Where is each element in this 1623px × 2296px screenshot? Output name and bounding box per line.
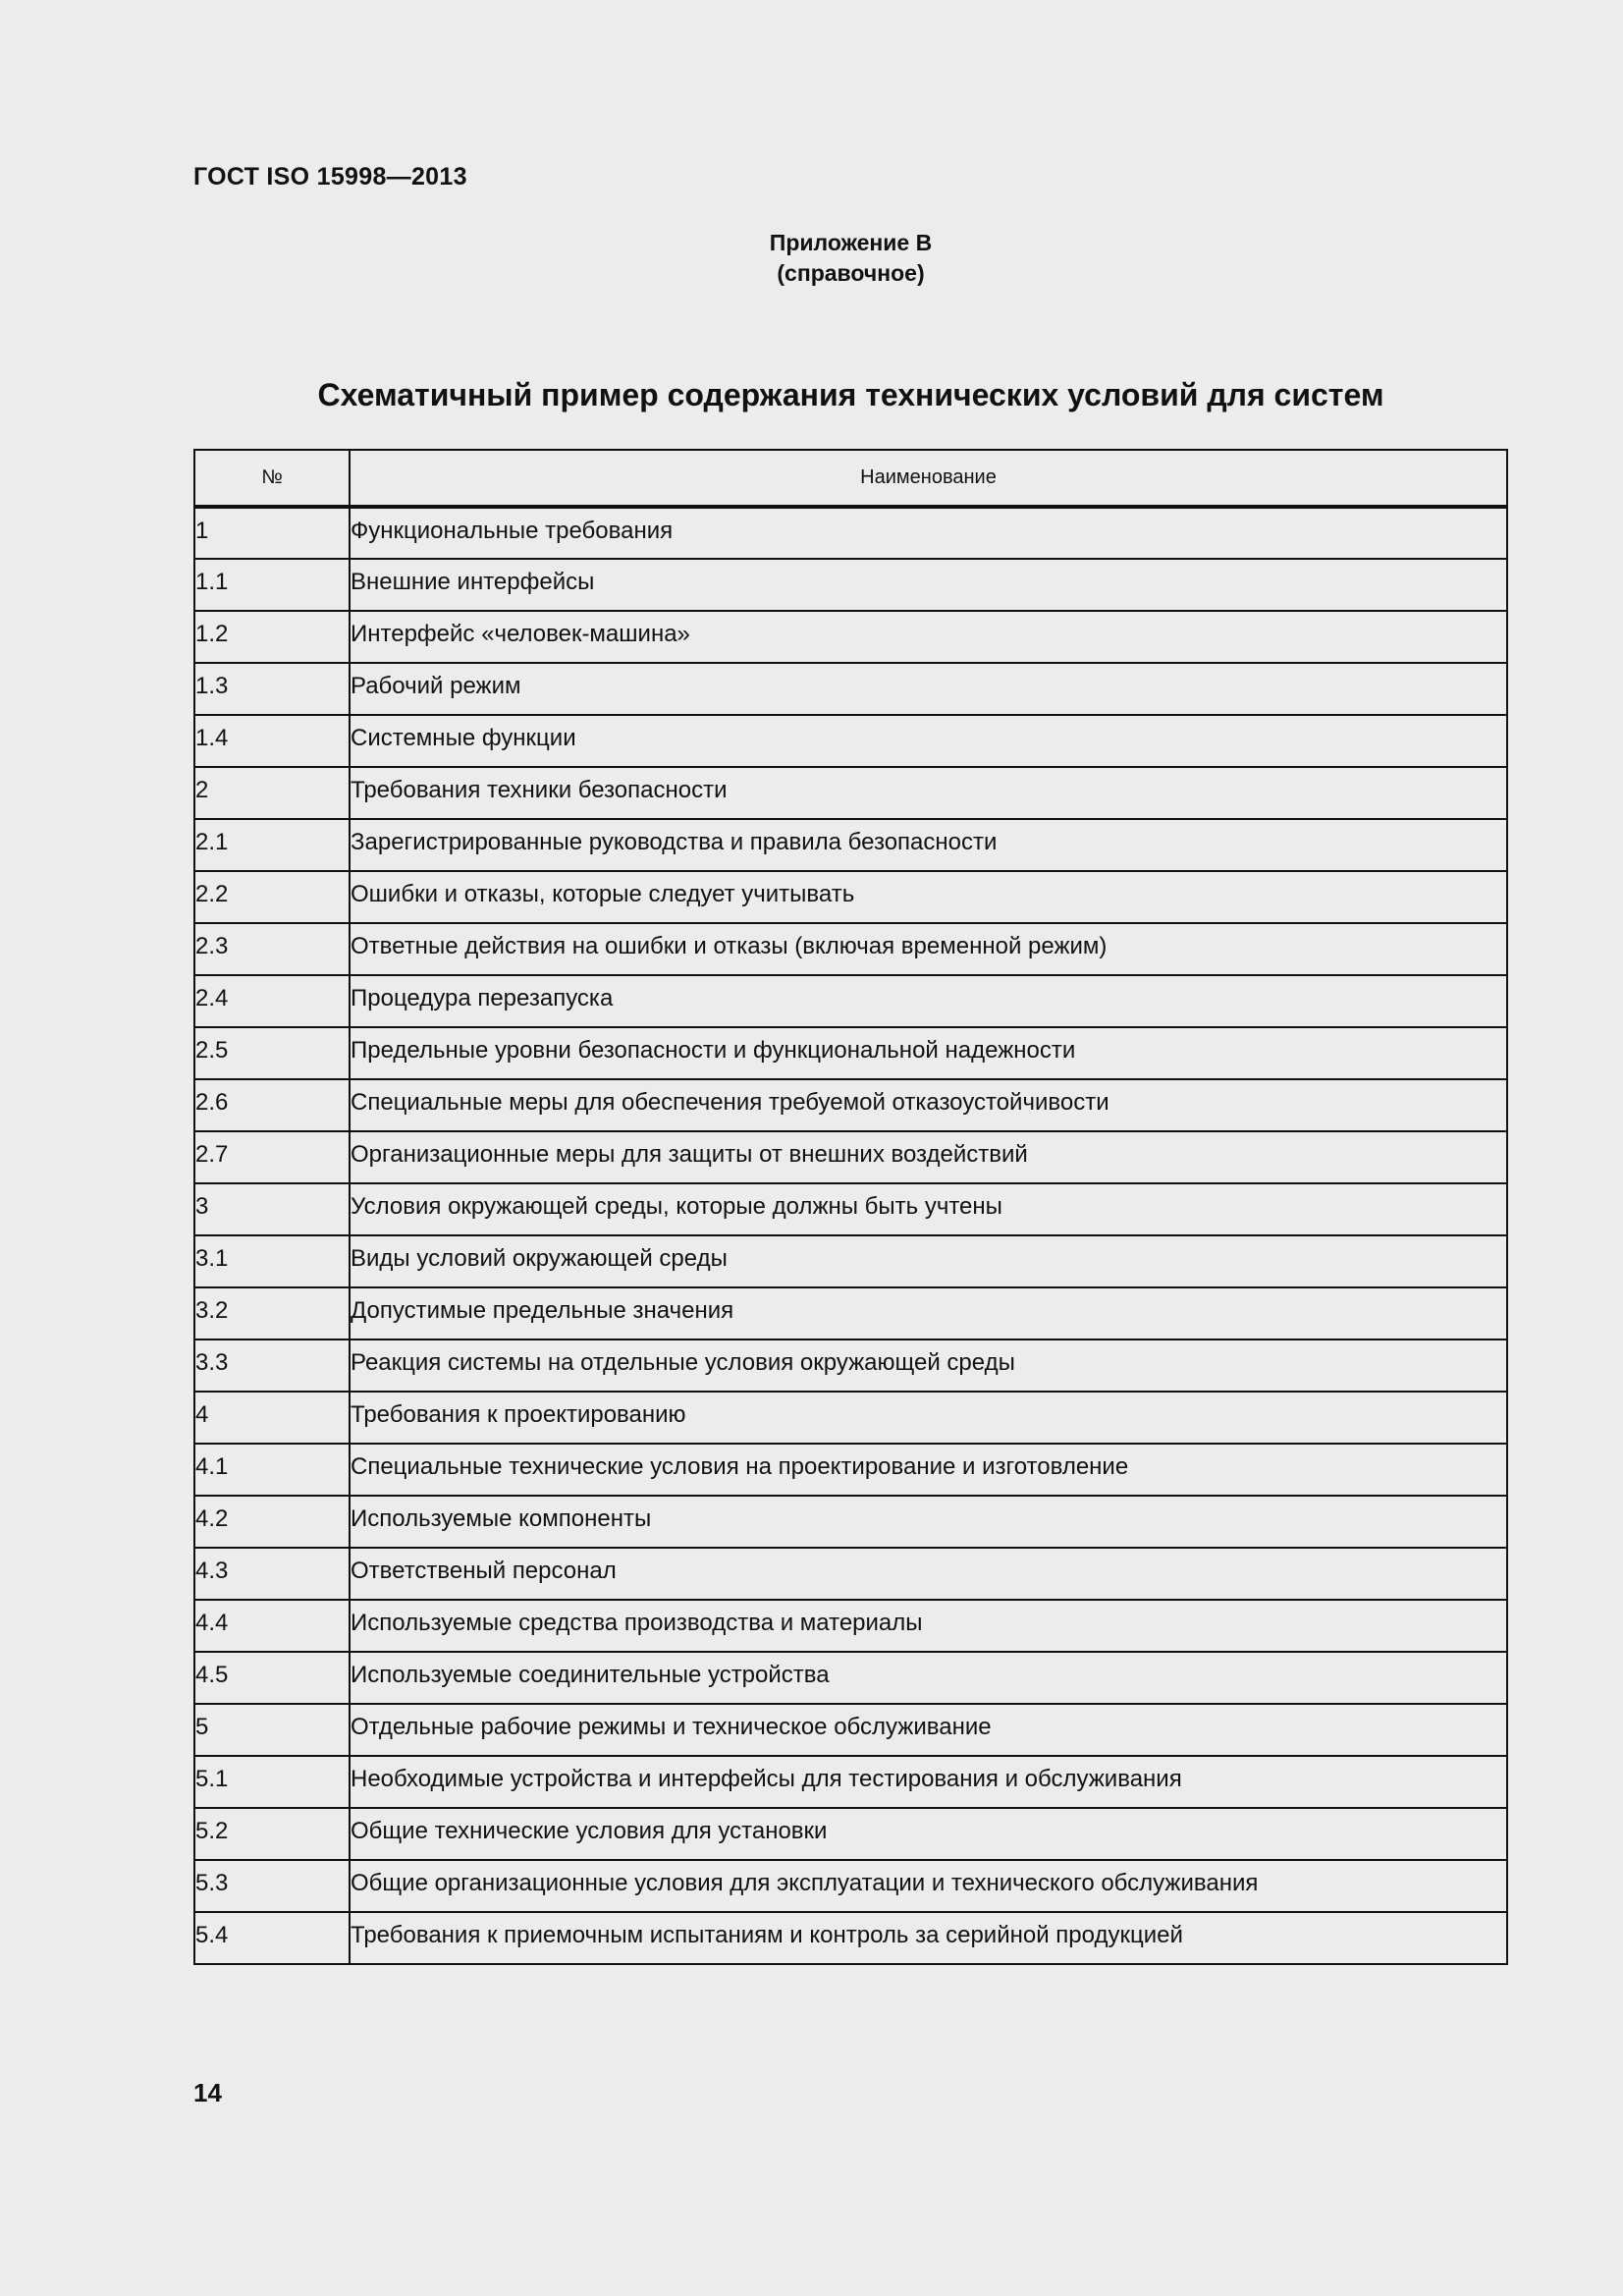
row-name: Системные функции bbox=[350, 715, 1507, 767]
table-row bbox=[194, 767, 1507, 819]
table-row bbox=[194, 1652, 1507, 1704]
row-number: 1.1 bbox=[194, 559, 350, 611]
table-row bbox=[194, 1808, 1507, 1860]
row-number: 4.1 bbox=[194, 1444, 350, 1496]
row-name: Специальные меры для обеспечения требуемой отказоустойчивости bbox=[350, 1079, 1507, 1131]
row-name: Организационные меры для защиты от внешних воздействий bbox=[350, 1131, 1507, 1183]
table-row bbox=[194, 1183, 1507, 1235]
row-name: Общие организационные условия для эксплуатации и технического обслуживания bbox=[350, 1860, 1507, 1912]
column-header-number: № bbox=[194, 450, 350, 507]
row-number: 3 bbox=[194, 1183, 350, 1235]
row-name: Виды условий окружающей среды bbox=[350, 1235, 1507, 1287]
row-number: 3.2 bbox=[194, 1287, 350, 1339]
row-name: Условия окружающей среды, которые должны быть учтены bbox=[350, 1183, 1507, 1235]
row-number: 2.5 bbox=[194, 1027, 350, 1079]
row-number: 5.4 bbox=[194, 1912, 350, 1964]
row-name: Требования техники безопасности bbox=[350, 767, 1507, 819]
row-name: Отдельные рабочие режимы и техническое обслуживание bbox=[350, 1704, 1507, 1756]
row-name: Функциональные требования bbox=[350, 507, 1507, 559]
table-row bbox=[194, 1131, 1507, 1183]
table-row bbox=[194, 1079, 1507, 1131]
table-row bbox=[194, 1287, 1507, 1339]
standard-designation: ГОСТ ISO 15998—2013 bbox=[193, 163, 467, 191]
table-row bbox=[194, 1704, 1507, 1756]
specification-table bbox=[193, 449, 1508, 1965]
row-number: 2.7 bbox=[194, 1131, 350, 1183]
row-name: Специальные технические условия на проектирование и изготовление bbox=[350, 1444, 1507, 1496]
table-row bbox=[194, 507, 1507, 559]
table-row bbox=[194, 611, 1507, 663]
row-number: 2.1 bbox=[194, 819, 350, 871]
annex-title: Приложение В bbox=[769, 230, 933, 255]
table-row bbox=[194, 663, 1507, 715]
table-row bbox=[194, 975, 1507, 1027]
column-header-name: Наименование bbox=[350, 450, 1507, 507]
row-number: 1.4 bbox=[194, 715, 350, 767]
row-number: 5.3 bbox=[194, 1860, 350, 1912]
row-name: Используемые соединительные устройства bbox=[350, 1652, 1507, 1704]
annex-heading bbox=[0, 228, 1623, 289]
table-row bbox=[194, 1444, 1507, 1496]
row-name: Требования к проектированию bbox=[350, 1392, 1507, 1444]
row-number: 2.6 bbox=[194, 1079, 350, 1131]
row-name: Используемые средства производства и материалы bbox=[350, 1600, 1507, 1652]
table-row bbox=[194, 819, 1507, 871]
row-name: Предельные уровни безопасности и функциональной надежности bbox=[350, 1027, 1507, 1079]
row-number: 2.3 bbox=[194, 923, 350, 975]
row-number: 1.2 bbox=[194, 611, 350, 663]
table-row bbox=[194, 1496, 1507, 1548]
row-name: Используемые компоненты bbox=[350, 1496, 1507, 1548]
row-name: Интерфейс «человек-машина» bbox=[350, 611, 1507, 663]
row-number: 4.3 bbox=[194, 1548, 350, 1600]
table-row bbox=[194, 923, 1507, 975]
annex-type: (справочное) bbox=[777, 260, 925, 286]
row-number: 4.4 bbox=[194, 1600, 350, 1652]
row-number: 5.2 bbox=[194, 1808, 350, 1860]
row-name: Реакция системы на отдельные условия окружающей среды bbox=[350, 1339, 1507, 1392]
table-row bbox=[194, 559, 1507, 611]
table-row bbox=[194, 871, 1507, 923]
table-row bbox=[194, 715, 1507, 767]
table-row bbox=[194, 1860, 1507, 1912]
table-row bbox=[194, 1756, 1507, 1808]
row-number: 1.3 bbox=[194, 663, 350, 715]
row-name: Общие технические условия для установки bbox=[350, 1808, 1507, 1860]
row-number: 2.2 bbox=[194, 871, 350, 923]
row-number: 5.1 bbox=[194, 1756, 350, 1808]
table-row bbox=[194, 1600, 1507, 1652]
table-row bbox=[194, 1339, 1507, 1392]
row-name: Ответственый персонал bbox=[350, 1548, 1507, 1600]
row-number: 4.2 bbox=[194, 1496, 350, 1548]
row-number: 1 bbox=[194, 507, 350, 559]
row-number: 4.5 bbox=[194, 1652, 350, 1704]
row-number: 2.4 bbox=[194, 975, 350, 1027]
row-name: Процедура перезапуска bbox=[350, 975, 1507, 1027]
row-number: 5 bbox=[194, 1704, 350, 1756]
row-name: Рабочий режим bbox=[350, 663, 1507, 715]
row-name: Ответные действия на ошибки и отказы (включая временной режим) bbox=[350, 923, 1507, 975]
row-name: Допустимые предельные значения bbox=[350, 1287, 1507, 1339]
table-row bbox=[194, 1027, 1507, 1079]
row-name: Требования к приемочным испытаниям и контроль за серийной продукцией bbox=[350, 1912, 1507, 1964]
row-number: 3.3 bbox=[194, 1339, 350, 1392]
table-header-row bbox=[194, 450, 1507, 507]
row-name: Зарегистрированные руководства и правила безопасности bbox=[350, 819, 1507, 871]
row-name: Необходимые устройства и интерфейсы для тестирования и обслуживания bbox=[350, 1756, 1507, 1808]
row-number: 3.1 bbox=[194, 1235, 350, 1287]
row-number: 2 bbox=[194, 767, 350, 819]
row-name: Внешние интерфейсы bbox=[350, 559, 1507, 611]
row-number: 4 bbox=[194, 1392, 350, 1444]
page-number: 14 bbox=[193, 2078, 222, 2107]
table-row bbox=[194, 1912, 1507, 1964]
table-row bbox=[194, 1392, 1507, 1444]
table-row bbox=[194, 1235, 1507, 1287]
page-title: Схематичный пример содержания технических условий для систем bbox=[317, 377, 1384, 412]
row-name: Ошибки и отказы, которые следует учитывать bbox=[350, 871, 1507, 923]
table-row bbox=[194, 1548, 1507, 1600]
